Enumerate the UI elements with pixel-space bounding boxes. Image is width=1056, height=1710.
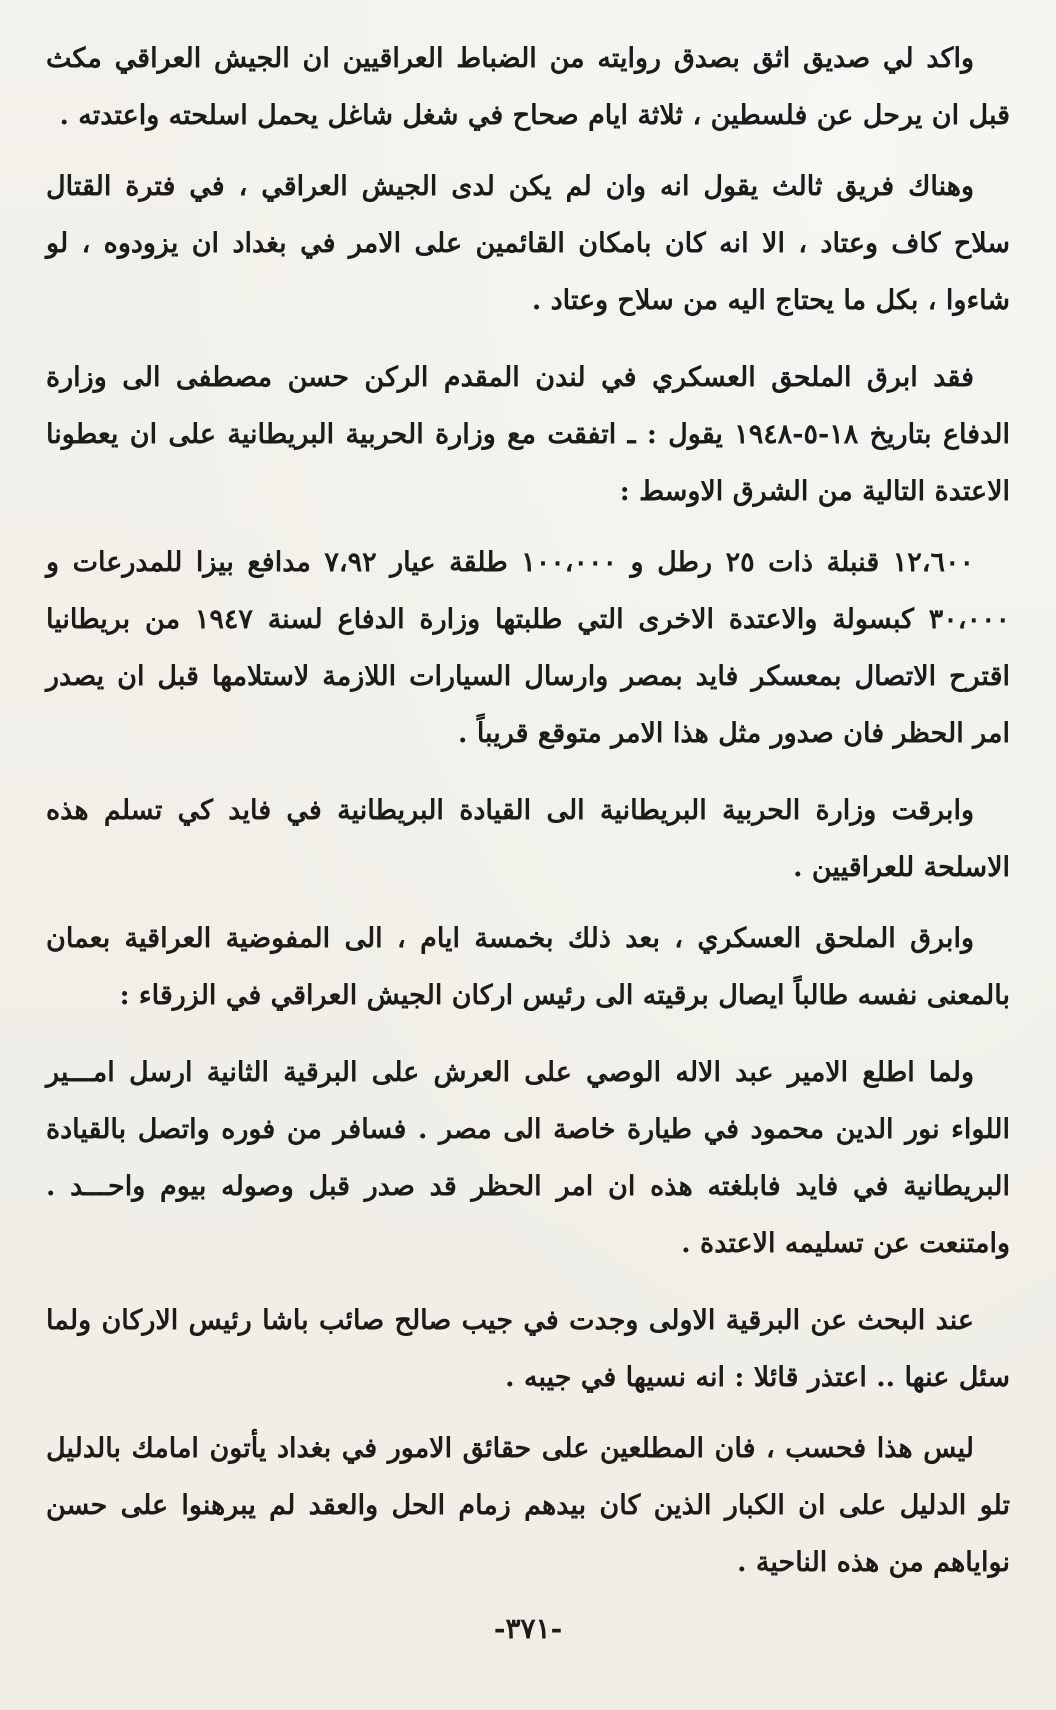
paragraph-2: وهناك فريق ثالث يقول انه وان لم يكن لدى الجيش العراقي ، في فترة القتال سلاح كاف وعتاد ، الا انه كان بامكان القائمين على الامر في بغداد ان يزودوه ، لو شاءوا ، بكل ما يحتاج اليه من سلاح وعتاد . bbox=[46, 171, 1010, 316]
paragraph-4: ١٢،٦٠٠ قنبلة ذات ٢٥ رطل و ١٠٠،٠٠٠ طلقة عيار ٧،٩٢ مدافع بيزا للمدرعات و ٣٠،٠٠٠ كبسولة والاعتدة الاخرى التي طلبتها وزارة الدفاع لسنة ١٩٤٧ من بريطانيا اقترح الاتصال بمعسكر فايد بمصر وارسال السيارات اللازمة لاستلامها قبل ان يصدر امر الحظر فان صدور مثل هذا الامر متوقع قريباً . bbox=[46, 547, 1010, 749]
paragraph-1: واكد لي صديق اثق بصدق روايته من الضباط العراقيين ان الجيش العراقي مكث قبل ان يرحل عن فلسطين ، ثلاثة ايام صحاح في شغل شاغل يحمل اسلحته واعتدته . bbox=[46, 43, 1010, 131]
paragraph-3: فقد ابرق الملحق العسكري في لندن المقدم الركن حسن مصطفى الى وزارة الدفاع بتاريخ ١٨-٥-١٩٤٨ يقول : ـ اتفقت مع وزارة الحربية البريطانية على ان يعطونا الاعتدة التالية من الشرق الاوسط : bbox=[46, 362, 1010, 507]
page-number: -٣٧١- bbox=[493, 1612, 563, 1645]
paragraph-9: ليس هذا فحسب ، فان المطلعين على حقائق الامور في بغداد يأتون امامك بالدليل تلو الدليل على ان الكبار الذين كان بيدهم زمام الحل والعقد لم يبرهنوا على حسن نواياهم من هذه الناحية . bbox=[46, 1433, 1010, 1578]
text-column bbox=[46, 30, 1010, 1611]
paragraph-8: عند البحث عن البرقية الاولى وجدت في جيب صالح صائب باشا رئيس الاركان ولما سئل عنها .. اعتذر قائلا : انه نسيها في جيبه . bbox=[46, 1305, 1010, 1393]
paragraph-7: ولما اطلع الامير عبد الاله الوصي على العرش على البرقية الثانية ارسل امـــير اللواء نور الدين محمود في طيارة خاصة الى مصر . فسافر من فوره واتصل بالقيادة البريطانية في فايد فابلغته هذه ان امر الحظر قد صدر قبل وصوله بيوم واحـــد . وامتنعت عن تسليمه الاعتدة . bbox=[46, 1057, 1010, 1259]
paragraph-5: وابرقت وزارة الحربية البريطانية الى القيادة البريطانية في فايد كي تسلم هذه الاسلحة للعراقيين . bbox=[46, 795, 1010, 883]
paragraph-6: وابرق الملحق العسكري ، بعد ذلك بخمسة ايام ، الى المفوضية العراقية بعمان بالمعنى نفسه طالباً ايصال برقيته الى رئيس اركان الجيش العراقي في الزرقاء : bbox=[46, 923, 1010, 1011]
